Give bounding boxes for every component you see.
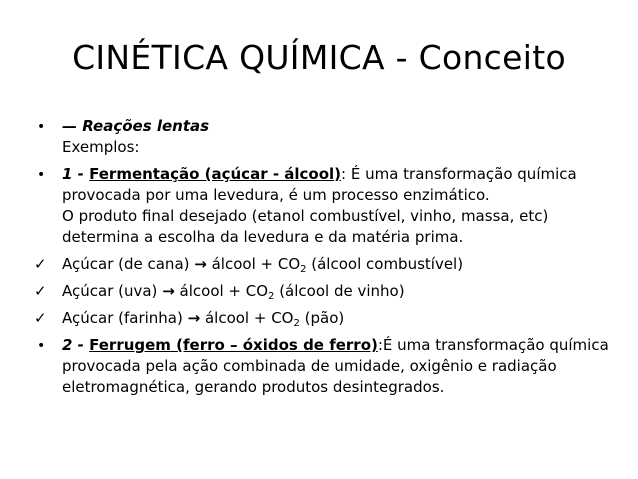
check-mark-icon: ✓ xyxy=(34,255,47,273)
slide-content xyxy=(34,116,624,404)
right-arrow-icon: → xyxy=(162,282,175,300)
fermentation-description: : É uma transformação química provocada por uma levedura, é um processo enzimático. xyxy=(62,165,577,204)
reaction-reactant: Açúcar (farinha) xyxy=(62,309,188,327)
right-arrow-icon: → xyxy=(187,309,201,327)
reaction-product: álcool + CO xyxy=(206,255,301,273)
reaction-reactant: Açúcar (uva) xyxy=(62,282,163,300)
reaction-product: álcool + CO xyxy=(174,282,269,300)
round-bullet-icon: • xyxy=(37,167,46,183)
reaction-product: álcool + CO xyxy=(200,309,294,327)
bullet-item-slow-reactions xyxy=(34,116,624,158)
check-mark-icon: ✓ xyxy=(34,282,47,300)
check-item-grape-sugar xyxy=(34,281,624,302)
fermentation-term: Fermentação (açúcar - álcool) xyxy=(89,165,342,183)
bullet-item-fermentation xyxy=(34,164,624,248)
slide-title: CINÉTICA QUÍMICA - Conceito xyxy=(72,38,566,77)
reaction-use: (álcool de vinho) xyxy=(274,282,405,300)
rust-paragraph xyxy=(62,336,609,396)
fermentation-paragraph xyxy=(62,165,577,204)
bullet-heading: — Reações lentas xyxy=(62,117,210,135)
subscript: 2 xyxy=(293,318,300,329)
check-item-flour-sugar xyxy=(34,308,624,329)
round-bullet-icon: • xyxy=(37,338,46,354)
subscript: 2 xyxy=(300,264,307,275)
item-number: 2 - xyxy=(62,336,90,354)
reaction-use: (álcool combustível) xyxy=(306,255,464,273)
round-bullet-icon: • xyxy=(37,119,46,135)
reaction-use: (pão) xyxy=(299,309,345,327)
item-number: 1 - xyxy=(62,165,90,183)
rust-description: :É uma transformação química provocada pela ação combinada de umidade, oxigênio e radiação eletromagnética, gerando produtos desintegrados. xyxy=(62,336,609,396)
right-arrow-icon: → xyxy=(194,255,207,273)
subscript: 2 xyxy=(268,291,275,302)
check-mark-icon: ✓ xyxy=(34,309,47,327)
bullet-item-rust xyxy=(34,335,624,398)
examples-label: Exemplos: xyxy=(62,138,140,156)
check-item-cane-sugar xyxy=(34,254,624,275)
fermentation-note: O produto final desejado (etanol combustível, vinho, massa, etc) determina a escolha da levedura e da matéria prima. xyxy=(62,207,549,246)
rust-term: Ferrugem (ferro – óxidos de ferro) xyxy=(89,336,378,354)
reaction-reactant: Açúcar (de cana) xyxy=(62,255,195,273)
